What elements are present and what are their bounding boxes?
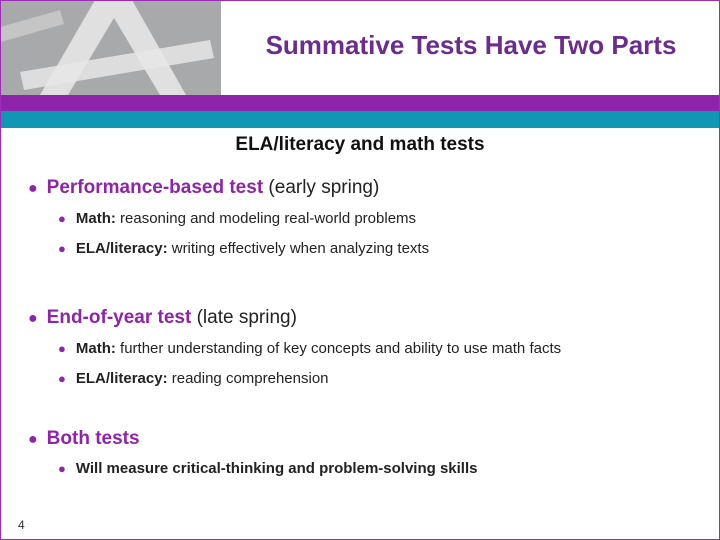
section-note: (late spring) <box>196 307 297 328</box>
sub-item <box>58 370 329 387</box>
header-divider-purple <box>0 95 720 111</box>
sub-item-label: ELA/literacy: <box>75 240 168 257</box>
sub-item <box>58 340 561 357</box>
bullet-icon: ● <box>58 371 66 386</box>
sub-item <box>58 240 429 257</box>
sub-item <box>58 460 477 477</box>
bullet-icon: ● <box>28 310 38 327</box>
bullet-icon: ● <box>28 180 38 197</box>
section-performance-based <box>28 177 379 199</box>
logo-a-mark-icon <box>0 0 221 95</box>
bullet-icon: ● <box>58 241 66 256</box>
section-end-of-year <box>28 307 297 329</box>
bullet-icon: ● <box>58 461 66 476</box>
sub-item-text: reasoning and modeling real-world problems <box>120 210 417 227</box>
slide-title: Summative Tests Have Two Parts <box>265 30 677 60</box>
section-heading: Both tests <box>46 428 140 449</box>
sub-item-text: writing effectively when analyzing texts <box>171 240 430 257</box>
section-both-tests <box>28 428 140 450</box>
bullet-icon: ● <box>58 341 66 356</box>
sub-item-text: reading comprehension <box>171 370 329 387</box>
slide-subtitle: ELA/literacy and math tests <box>235 134 485 155</box>
page-number: 4 <box>18 518 25 532</box>
sub-item-text: Will measure critical-thinking and problem-solving skills <box>75 460 478 477</box>
section-heading: Performance-based test <box>46 177 264 198</box>
sub-item-label: ELA/literacy: <box>75 370 168 387</box>
bullet-icon: ● <box>28 431 38 448</box>
sub-item <box>58 210 416 227</box>
sub-item-label: Math: <box>75 340 116 357</box>
logo <box>0 0 221 95</box>
sub-item-label: Math: <box>75 210 116 227</box>
bullet-icon: ● <box>58 211 66 226</box>
sub-item-text: further understanding of key concepts and ability to use math facts <box>120 340 562 357</box>
header-divider-teal <box>0 111 720 128</box>
section-note: (early spring) <box>268 177 380 198</box>
section-heading: End-of-year test <box>46 307 192 328</box>
